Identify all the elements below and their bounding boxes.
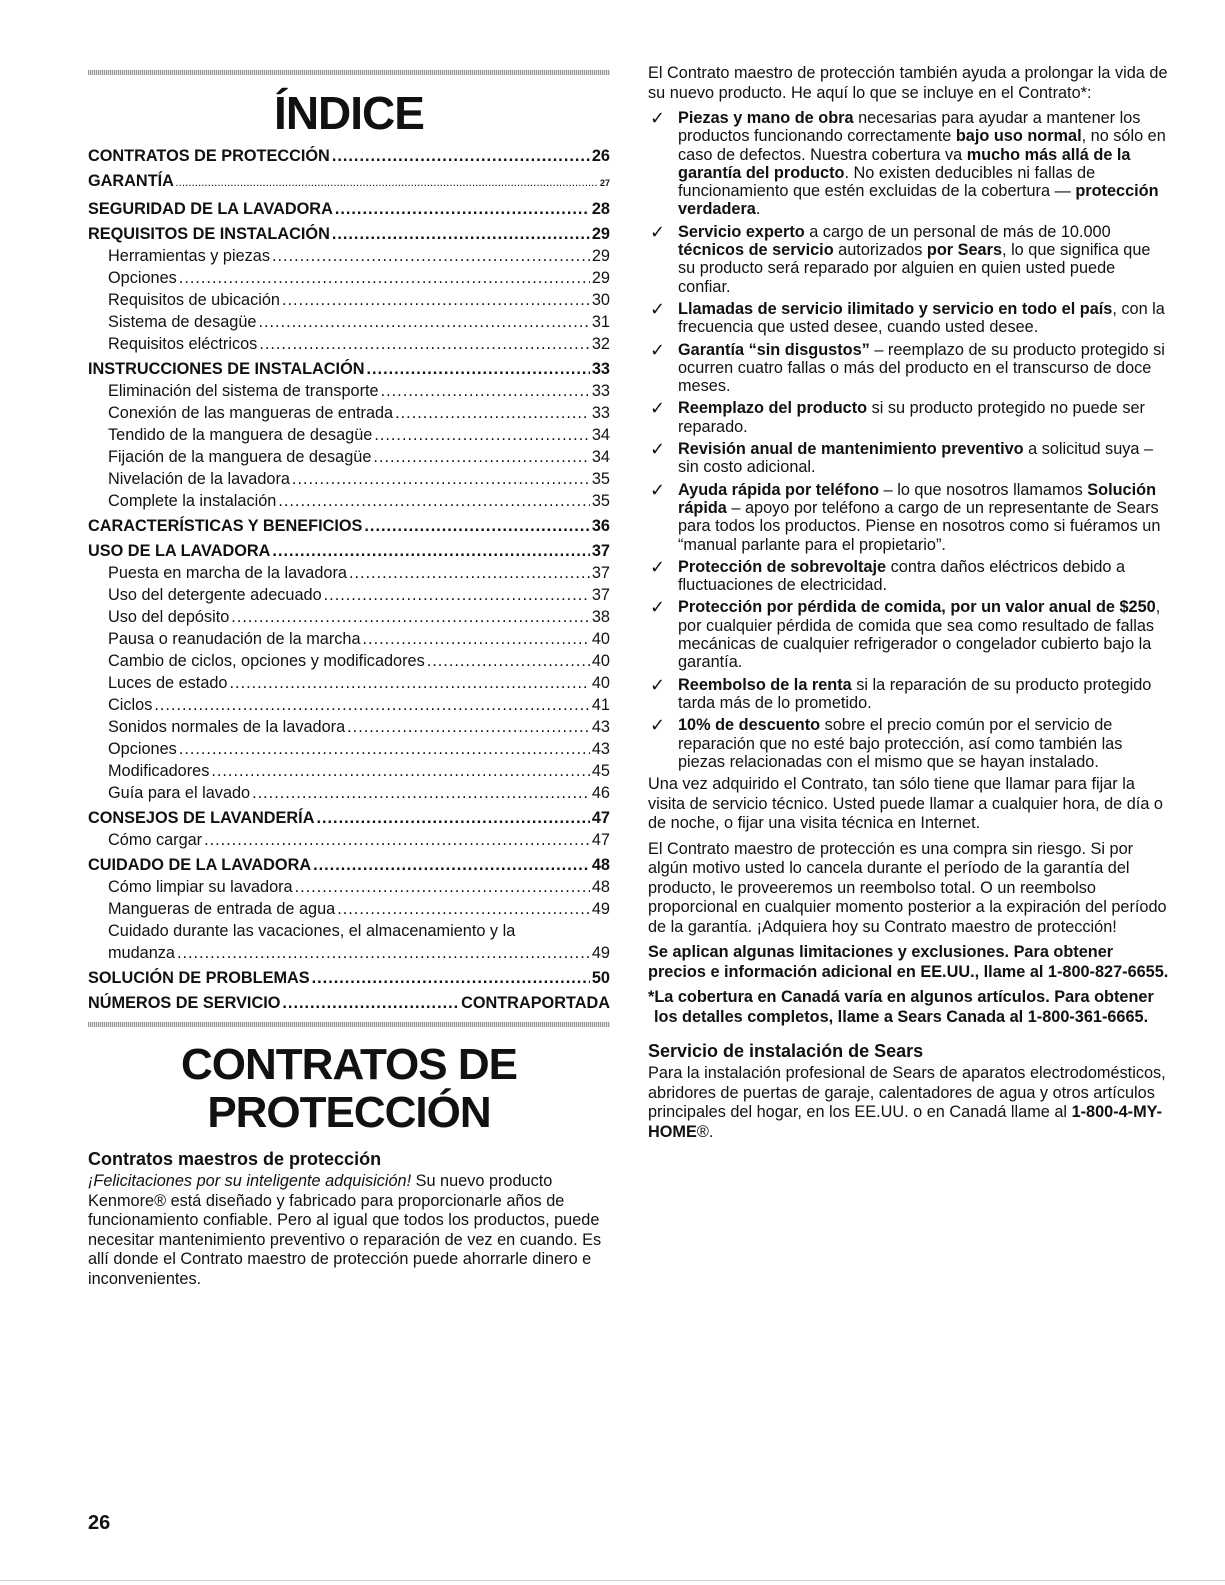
toc-label: CARACTERÍSTICAS Y BENEFICIOS <box>88 517 363 535</box>
checkmark-icon: ✓ <box>650 398 666 419</box>
toc-label: Opciones <box>108 740 177 758</box>
toc-label: Conexión de las mangueras de entrada <box>108 404 394 422</box>
toc-leader-dots <box>373 446 589 468</box>
benefit-text: si la reparación de su producto protegido tarda más de lo prometido. <box>678 675 1152 712</box>
risk-free-paragraph: El Contrato maestro de protección es una compra sin riesgo. Si por algún motivo usted lo cancela durante el período de la garantía del producto, le proveeremos un reembolso total. O un reembolso proporcional en cualquier momento posterior a la expiración del período de la garantía. ¡Adquiera hoy su Contrato maestro de protección! <box>648 839 1167 936</box>
toc-sub-row <box>88 584 610 606</box>
toc-label: Opciones <box>108 269 177 287</box>
toc-leader-dots <box>381 380 590 402</box>
toc-page-number: 49 <box>591 944 610 962</box>
toc-heading-row <box>88 967 610 989</box>
toc-leader-dots <box>259 333 590 355</box>
toc-label: Guía para el lavado <box>108 784 251 802</box>
toc-page-number: 48 <box>591 856 610 874</box>
checkmark-icon: ✓ <box>650 597 666 618</box>
toc-sub-row <box>88 490 610 512</box>
toc-label: Tendido de la manguera de desagüe <box>108 426 373 444</box>
toc-heading-row <box>88 223 610 245</box>
toc-sub-row <box>88 446 610 468</box>
bottom-edge-line <box>0 1580 1225 1581</box>
toc-heading-row <box>88 145 610 167</box>
table-of-contents <box>88 145 610 1014</box>
toc-page-number: 29 <box>591 225 610 243</box>
toc-sub-row <box>88 424 610 446</box>
intro-italic: ¡Felicitaciones por su inteligente adquisición! <box>88 1172 412 1190</box>
contracts-title <box>88 1041 610 1137</box>
toc-label: REQUISITOS DE INSTALACIÓN <box>88 225 330 243</box>
benefit-bold-text: por Sears <box>926 241 1003 260</box>
toc-leader-dots <box>312 967 590 989</box>
toc-leader-dots <box>272 540 589 562</box>
benefit-text: – apoyo por teléfono a cargo de un representante de Sears para todos los productos. Piense en nosotros como si fuéramos un “manual parlante para el propietario”. <box>678 498 1161 554</box>
toc-sub-row <box>88 289 610 311</box>
toc-leader-dots <box>363 628 590 650</box>
toc-leader-dots <box>367 358 590 380</box>
benefit-item <box>648 399 1170 436</box>
toc-label: Herramientas y piezas <box>108 247 270 265</box>
toc-label: CONTRATOS DE PROTECCIÓN <box>88 147 330 165</box>
toc-sub-row <box>88 672 610 694</box>
toc-page-number: 36 <box>591 517 610 535</box>
toc-page-number: 29 <box>591 269 610 287</box>
checkmark-icon: ✓ <box>650 439 666 460</box>
toc-label: Cambio de ciclos, opciones y modificadores <box>108 652 425 670</box>
toc-sub-row <box>88 738 610 760</box>
toc-label: mudanza <box>108 944 175 962</box>
toc-page-number: 43 <box>591 718 610 736</box>
install-text: Para la instalación profesional de Sears de aparatos electrodomésticos, abridores de puertas de garaje, calentadores de agua y otros artículos principales del hogar, en los EE.UU. o en Canadá llame al <box>648 1064 1166 1122</box>
benefit-text: , no sólo en caso de defectos. Nuestra cobertura va <box>678 127 1166 164</box>
benefit-item <box>648 481 1170 554</box>
contracts-intro <box>88 1172 610 1289</box>
toc-page-number: 40 <box>591 630 610 648</box>
benefit-bold-text: Servicio experto <box>678 222 805 241</box>
toc-page-number: 30 <box>591 291 610 309</box>
toc-leader-dots <box>374 424 590 446</box>
toc-label: Requisitos de ubicación <box>108 291 280 309</box>
toc-page-number: 26 <box>591 147 610 165</box>
benefit-item <box>648 440 1170 477</box>
toc-leader-dots <box>204 829 590 851</box>
toc-leader-dots <box>278 490 590 512</box>
benefit-text: a solicitud suya – sin costo adicional. <box>678 440 1154 477</box>
toc-label: Fijación de la manguera de desagüe <box>108 448 372 466</box>
install-phone: 1-800-4-MY-HOME <box>648 1103 1163 1141</box>
toc-leader-dots <box>335 198 590 220</box>
benefit-text: si su producto protegido no puede ser reparado. <box>678 399 1145 436</box>
toc-label: Complete la instalación <box>108 492 277 510</box>
toc-page-number: 37 <box>591 564 610 582</box>
toc-page-number: 34 <box>591 426 610 444</box>
checkmark-icon: ✓ <box>650 298 666 319</box>
checkmark-icon: ✓ <box>650 108 666 128</box>
toc-page-number: 45 <box>591 762 610 780</box>
toc-leader-dots <box>282 289 590 311</box>
toc-leader-dots <box>292 468 590 490</box>
benefit-text: – lo que nosotros llamamos <box>879 480 1088 499</box>
toc-label: Ciclos <box>108 696 153 714</box>
toc-label: NÚMEROS DE SERVICIO <box>88 994 281 1012</box>
toc-page-number: 31 <box>591 313 610 331</box>
toc-sub-row <box>88 694 610 716</box>
benefit-item <box>648 223 1170 296</box>
toc-label: Pausa o reanudación de la marcha <box>108 630 361 648</box>
toc-sub-row <box>88 606 610 628</box>
checkmark-icon: ✓ <box>650 556 666 577</box>
benefit-item <box>648 341 1170 396</box>
toc-leader-dots <box>282 992 459 1014</box>
toc-label: Puesta en marcha de la lavadora <box>108 564 347 582</box>
toc-leader-dots <box>231 606 590 628</box>
toc-heading-row <box>88 540 610 562</box>
benefit-text: . No existen deducibles ni fallas de funcionamiento que estén excluidas de la cobertura — <box>678 163 1096 201</box>
benefit-bold-text: técnicos de servicio <box>678 241 834 260</box>
benefit-bold-text: Llamadas de servicio ilimitado y servicio en todo el país <box>678 299 1113 318</box>
toc-page-number: 41 <box>591 696 610 714</box>
benefit-bold-text: Reembolso de la renta <box>678 675 852 694</box>
toc-leader-dots <box>313 854 590 876</box>
toc-page-number: 34 <box>591 448 610 466</box>
toc-label: Cómo limpiar su lavadora <box>108 878 293 896</box>
toc-sub-row <box>88 380 610 402</box>
toc-leader-dots <box>427 650 590 672</box>
toc-page-number: 33 <box>591 404 610 422</box>
toc-page-number: 50 <box>591 969 610 987</box>
toc-sub-row <box>88 402 610 424</box>
toc-label: Sistema de desagüe <box>108 313 257 331</box>
toc-sub-row <box>88 468 610 490</box>
benefit-bold-text: protección verdadera <box>678 182 1159 219</box>
intro-rest: Su nuevo producto Kenmore® está diseñado y fabricado para proporcionarle años de funcionamiento confiable. Pero al igual que todos los productos, puede necesitar mantenimiento preventivo o reparación de vez en cuando. Es allí donde el Contrato maestro de protección puede ahorrarle dinero e inconvenientes. <box>88 1172 602 1288</box>
toc-leader-dots <box>347 716 590 738</box>
toc-sub-row <box>88 920 610 942</box>
toc-label: Cuidado durante las vacaciones, el almacenamiento y la <box>108 922 516 940</box>
benefit-item <box>648 558 1170 595</box>
install-heading: Servicio de instalación de Sears <box>648 1041 924 1062</box>
checkmark-icon: ✓ <box>650 339 666 360</box>
toc-label: Uso del depósito <box>108 608 230 626</box>
toc-heading-row <box>88 198 610 220</box>
toc-heading-row <box>88 515 610 537</box>
benefit-bold-text: Protección por pérdida de comida, por un valor anual de $250 <box>678 598 1156 617</box>
benefit-bold-text: Reemplazo del producto <box>678 399 868 418</box>
toc-leader-dots <box>364 515 589 537</box>
top-rule <box>88 70 610 75</box>
benefit-item <box>648 300 1170 337</box>
toc-leader-dots <box>332 145 590 167</box>
toc-sub-row <box>88 311 610 333</box>
toc-page-number: 27 <box>599 178 610 188</box>
benefit-bold-text: mucho más allá de la garantía del producto <box>678 145 1131 182</box>
benefit-bold-text: Ayuda rápida por teléfono <box>678 480 880 499</box>
benefits-list <box>648 109 1170 771</box>
toc-leader-dots <box>258 311 589 333</box>
toc-page-number: 40 <box>591 652 610 670</box>
toc-sub-row <box>88 628 610 650</box>
toc-leader-dots <box>272 245 590 267</box>
toc-leader-dots <box>154 694 590 716</box>
section-rule <box>88 1022 610 1027</box>
contracts-subheading: Contratos maestros de protección <box>88 1149 382 1169</box>
toc-sub-row <box>88 562 610 584</box>
checkmark-icon: ✓ <box>650 221 666 242</box>
toc-label: Requisitos eléctricos <box>108 335 258 353</box>
toc-sub-row <box>88 898 610 920</box>
toc-label: Nivelación de la lavadora <box>108 470 290 488</box>
benefit-item <box>648 716 1170 771</box>
toc-label: GARANTÍA <box>88 172 174 190</box>
toc-page-number: 33 <box>591 360 610 378</box>
toc-sub-row <box>88 650 610 672</box>
contracts-title-line2: PROTECCIÓN <box>207 1088 491 1137</box>
toc-page-number: CONTRAPORTADA <box>461 994 610 1012</box>
page-number: 26 <box>88 1512 111 1534</box>
limitations-paragraph: Se aplican algunas limitaciones y exclusiones. Para obtener precios e información adicional en EE.UU., llame al 1-800-827-6655. <box>648 943 1169 981</box>
toc-heading-row <box>88 807 610 829</box>
toc-sub-row <box>88 942 610 964</box>
toc-page-number: 37 <box>591 586 610 604</box>
toc-label: SEGURIDAD DE LA LAVADORA <box>88 200 333 218</box>
toc-page-number: 47 <box>591 831 610 849</box>
toc-page-number: 35 <box>591 470 610 488</box>
benefit-item <box>648 676 1170 713</box>
benefit-text: , lo que significa que su producto será reparado por alguien en quien usted puede confiar. <box>678 241 1151 296</box>
toc-label: CUIDADO DE LA LAVADORA <box>88 856 312 874</box>
checkmark-icon: ✓ <box>650 715 666 736</box>
right-column <box>648 64 1170 1148</box>
toc-leader-dots <box>252 782 590 804</box>
toc-label: Cómo cargar <box>108 831 203 849</box>
benefit-bold-text: Piezas y mano de obra <box>678 109 854 127</box>
toc-leader-dots <box>337 898 590 920</box>
toc-leader-dots <box>179 738 590 760</box>
benefit-bold-text: Solución rápida <box>678 480 1157 517</box>
toc-page-number: 48 <box>591 878 610 896</box>
toc-sub-row <box>88 716 610 738</box>
benefit-bold-text: Protección de sobrevoltaje <box>678 557 887 576</box>
toc-page-number: 40 <box>591 674 610 692</box>
toc-page-number: 47 <box>591 809 610 827</box>
toc-heading-row <box>88 992 610 1014</box>
toc-page-number: 38 <box>591 608 610 626</box>
toc-label: Luces de estado <box>108 674 228 692</box>
toc-label: Modificadores <box>108 762 210 780</box>
toc-leader-dots <box>395 402 590 424</box>
benefit-text: contra daños eléctricos debido a fluctuaciones de electricidad. <box>678 557 1126 595</box>
toc-leader-dots <box>324 584 590 606</box>
toc-leader-dots <box>230 672 590 694</box>
toc-label: INSTRUCCIONES DE INSTALACIÓN <box>88 360 365 378</box>
canada-paragraph: *La cobertura en Canadá varía en algunos artículos. Para obtener los detalles completos, llame a Sears Canada al 1-800-361-6665. <box>648 988 1154 1026</box>
toc-page-number: 43 <box>591 740 610 758</box>
toc-leader-dots <box>179 267 590 289</box>
toc-leader-dots <box>177 942 590 964</box>
toc-leader-dots <box>211 760 590 782</box>
toc-leader-dots <box>349 562 590 584</box>
benefit-bold-text: Garantía “sin disgustos” <box>678 340 870 359</box>
toc-label: Eliminación del sistema de transporte <box>108 382 379 400</box>
call-paragraph: Una vez adquirido el Contrato, tan sólo tiene que llamar para fijar la visita de servicio técnico. Usted puede llamar a cualquier hora, de día o de noche, o fijar una visita técnica en Internet. <box>648 775 1163 833</box>
right-intro: El Contrato maestro de protección también ayuda a prolongar la vida de su nuevo producto. He aquí lo que se incluye en el Contrato*: <box>648 64 1168 102</box>
benefit-item <box>648 598 1170 671</box>
checkmark-icon: ✓ <box>650 674 666 695</box>
benefit-text: necesarias para ayudar a mantener los productos funcionando correctamente <box>678 109 1141 146</box>
toc-sub-row <box>88 782 610 804</box>
toc-sub-row <box>88 333 610 355</box>
install-reg: ®. <box>696 1122 714 1141</box>
checkmark-icon: ✓ <box>650 479 666 500</box>
toc-label: Mangueras de entrada de agua <box>108 900 336 918</box>
toc-sub-row <box>88 829 610 851</box>
toc-label: Uso del detergente adecuado <box>108 586 322 604</box>
toc-page-number: 35 <box>591 492 610 510</box>
benefit-text: , por cualquier pérdida de comida que sea como resultado de fallas mecánicas de cualquier refrigerador o congelador cubierto bajo la garantía. <box>678 598 1161 672</box>
toc-label: CONSEJOS DE LAVANDERÍA <box>88 809 315 827</box>
toc-leader-dots <box>295 876 590 898</box>
contracts-title-line1: CONTRATOS DE <box>181 1040 517 1089</box>
toc-heading-row <box>88 358 610 380</box>
install-paragraph <box>648 1064 1170 1142</box>
toc-page-number: 33 <box>591 382 610 400</box>
toc-page-number: 32 <box>591 335 610 353</box>
toc-sub-row <box>88 267 610 289</box>
benefit-bold-text: bajo uso normal <box>955 127 1082 146</box>
benefit-bold-text: Revisión anual de mantenimiento preventivo <box>678 440 1024 459</box>
toc-heading-row <box>88 854 610 876</box>
toc-label: SOLUCIÓN DE PROBLEMAS <box>88 969 310 987</box>
toc-page-number: 29 <box>591 247 610 265</box>
benefit-text: . <box>755 200 761 219</box>
toc-heading-row <box>88 170 610 195</box>
benefit-text: autorizados <box>833 241 927 260</box>
toc-sub-row <box>88 876 610 898</box>
benefit-text: – reemplazo de su producto protegido si ocurren cuatro fallas o más del producto en el transcurso de doce meses. <box>678 340 1165 396</box>
toc-sub-row <box>88 245 610 267</box>
toc-sub-row <box>88 760 610 782</box>
toc-leader-dots <box>176 170 598 195</box>
left-column <box>88 70 610 1295</box>
benefit-text: a cargo de un personal de más de 10.000 <box>804 222 1111 241</box>
toc-page-number: 46 <box>591 784 610 802</box>
benefit-text: sobre el precio común por el servicio de reparación que no esté bajo protección, así como también las piezas relacionadas con el mismo que se hayan instalado. <box>678 716 1123 771</box>
benefit-bold-text: 10% de descuento <box>678 716 821 735</box>
benefit-text: , con la frecuencia que usted desee, cuando usted desee. <box>678 299 1165 337</box>
toc-leader-dots <box>332 223 590 245</box>
toc-label: USO DE LA LAVADORA <box>88 542 271 560</box>
toc-page-number: 28 <box>591 200 610 218</box>
index-title: ÍNDICE <box>274 87 424 139</box>
toc-leader-dots <box>316 807 589 829</box>
toc-label: Sonidos normales de la lavadora <box>108 718 346 736</box>
benefit-item <box>648 109 1170 219</box>
toc-page-number: 49 <box>591 900 610 918</box>
toc-page-number: 37 <box>591 542 610 560</box>
